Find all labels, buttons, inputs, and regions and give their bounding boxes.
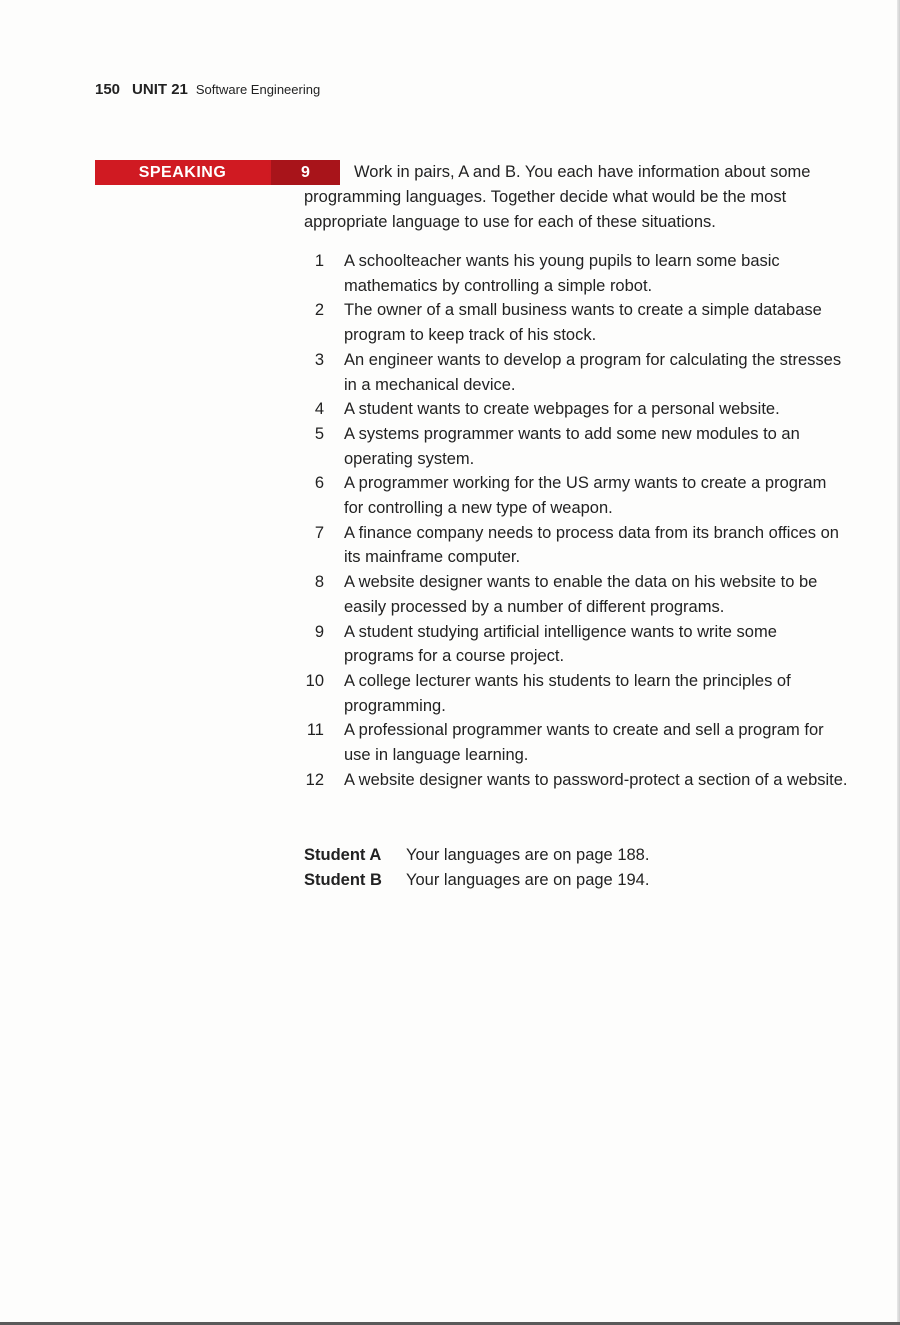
item-text: A student studying artificial intelligence wants to write some programs for a course project. bbox=[344, 622, 777, 666]
item-text: A professional programmer wants to create and sell a program for use in language learning. bbox=[344, 721, 824, 765]
item-number: 9 bbox=[314, 622, 324, 641]
item-text: A website designer wants to enable the data on his website to be easily processed by a number of different programs. bbox=[344, 573, 818, 616]
student-b-text: Your languages are on page 194. bbox=[406, 871, 650, 889]
list-item bbox=[300, 570, 850, 619]
item-number: 6 bbox=[314, 474, 324, 493]
section-label: SPEAKING bbox=[138, 164, 227, 181]
item-text: An engineer wants to develop a program for calculating the stresses in a mechanical device. bbox=[344, 350, 842, 394]
item-text: A programmer working for the US army wants to create a program for controlling a new type of weapon. bbox=[344, 474, 827, 518]
list-item bbox=[300, 669, 850, 718]
list-item bbox=[300, 718, 850, 767]
list-item bbox=[300, 768, 850, 793]
list-item bbox=[300, 249, 850, 298]
list-item bbox=[300, 422, 850, 471]
item-number: 1 bbox=[314, 252, 324, 270]
unit-label: UNIT 21 bbox=[132, 81, 188, 98]
student-b-label: Student B bbox=[304, 871, 382, 889]
item-number: 3 bbox=[314, 350, 324, 369]
list-item bbox=[300, 298, 850, 347]
unit-subtitle: Software Engineering bbox=[195, 82, 321, 97]
item-number: 7 bbox=[314, 523, 324, 542]
situation-list bbox=[300, 249, 850, 792]
running-header bbox=[95, 80, 320, 100]
item-text: A student wants to create webpages for a personal website. bbox=[344, 400, 780, 419]
page-number: 150 bbox=[95, 81, 121, 98]
item-number: 4 bbox=[314, 400, 324, 419]
item-number: 12 bbox=[305, 770, 324, 789]
exercise-number: 9 bbox=[271, 160, 340, 185]
item-number: 10 bbox=[305, 671, 324, 690]
student-references bbox=[304, 843, 844, 893]
item-number: 5 bbox=[314, 424, 324, 443]
student-b-row bbox=[304, 868, 844, 893]
exercise-instruction: Work in pairs, A and B. You each have information about some programming languages. Together decide what would be the most appropriate language to use for each of these situations. bbox=[304, 163, 811, 231]
list-item bbox=[300, 471, 850, 520]
item-text: A college lecturer wants his students to learn the principles of programming. bbox=[344, 671, 791, 715]
item-text: A website designer wants to password-protect a section of a website. bbox=[344, 770, 848, 789]
student-a-label: Student A bbox=[304, 846, 382, 864]
student-a-row bbox=[304, 843, 844, 868]
item-text: A systems programmer wants to add some new modules to an operating system. bbox=[344, 424, 800, 468]
list-item bbox=[300, 348, 850, 397]
list-item bbox=[300, 620, 850, 669]
item-text: A schoolteacher wants his young pupils to learn some basic mathematics by controlling a simple robot. bbox=[344, 252, 780, 295]
item-number: 2 bbox=[314, 301, 324, 320]
student-a-text: Your languages are on page 188. bbox=[406, 846, 650, 864]
item-number: 11 bbox=[306, 721, 324, 740]
list-item bbox=[300, 521, 850, 570]
item-number: 8 bbox=[314, 573, 324, 592]
item-text: The owner of a small business wants to create a simple database program to keep track of his stock. bbox=[344, 301, 822, 345]
item-text: A finance company needs to process data from its branch offices on its mainframe computer. bbox=[344, 523, 839, 567]
list-item bbox=[300, 397, 850, 422]
